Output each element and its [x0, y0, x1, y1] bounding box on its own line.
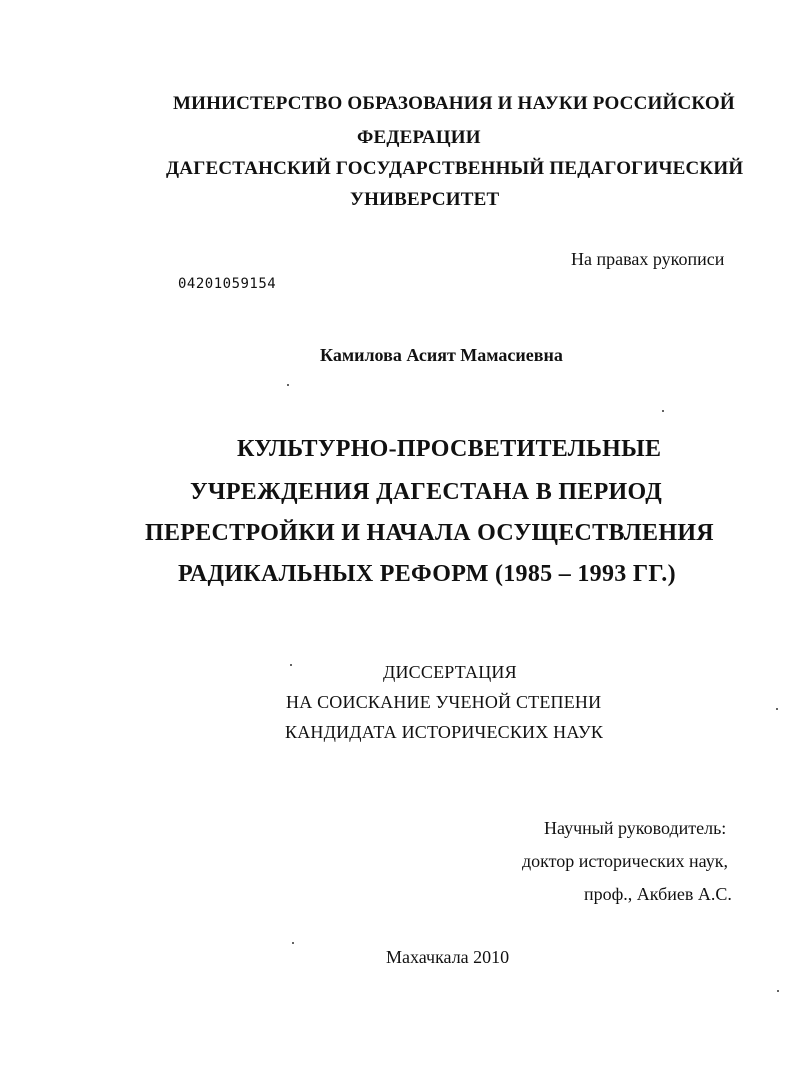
thesis-title-line-3: ПЕРЕСТРОЙКИ И НАЧАЛА ОСУЩЕСТВЛЕНИЯ	[145, 520, 714, 546]
header-university-line-2: УНИВЕРСИТЕТ	[350, 189, 500, 210]
header-ministry-line-1: МИНИСТЕРСТВО ОБРАЗОВАНИЯ И НАУКИ РОССИЙСКОЙ	[173, 93, 735, 114]
scan-speck	[290, 664, 292, 666]
dissertation-label: ДИССЕРТАЦИЯ	[383, 662, 517, 682]
header-university-line-1: ДАГЕСТАНСКИЙ ГОСУДАРСТВЕННЫЙ ПЕДАГОГИЧЕСКИЙ	[166, 158, 744, 179]
thesis-title-line-2: УЧРЕЖДЕНИЯ ДАГЕСТАНА В ПЕРИОД	[190, 479, 663, 505]
supervisor-label: Научный руководитель:	[544, 818, 727, 838]
author-name: Камилова Асият Мамасиевна	[320, 345, 563, 365]
supervisor-name: проф., Акбиев А.С.	[584, 884, 732, 904]
scan-speck	[777, 990, 779, 992]
scan-speck	[287, 384, 289, 386]
scan-speck	[662, 410, 664, 412]
header-ministry-line-2: ФЕДЕРАЦИИ	[357, 127, 481, 148]
supervisor-degree: доктор исторических наук,	[522, 851, 728, 871]
thesis-title-line-1: КУЛЬТУРНО-ПРОСВЕТИТЕЛЬНЫЕ	[237, 436, 662, 462]
manuscript-rights-note: На правах рукописи	[571, 249, 725, 269]
place-and-year: Махачкала 2010	[386, 947, 510, 967]
scan-speck	[292, 942, 294, 944]
catalog-code: 04201059154	[178, 276, 277, 292]
dissertation-degree-line-1: НА СОИСКАНИЕ УЧЕНОЙ СТЕПЕНИ	[286, 692, 602, 712]
thesis-title-line-4: РАДИКАЛЬНЫХ РЕФОРМ (1985 – 1993 ГГ.)	[178, 561, 676, 587]
dissertation-degree-line-2: КАНДИДАТА ИСТОРИЧЕСКИХ НАУК	[285, 722, 604, 742]
scan-speck	[776, 708, 778, 710]
